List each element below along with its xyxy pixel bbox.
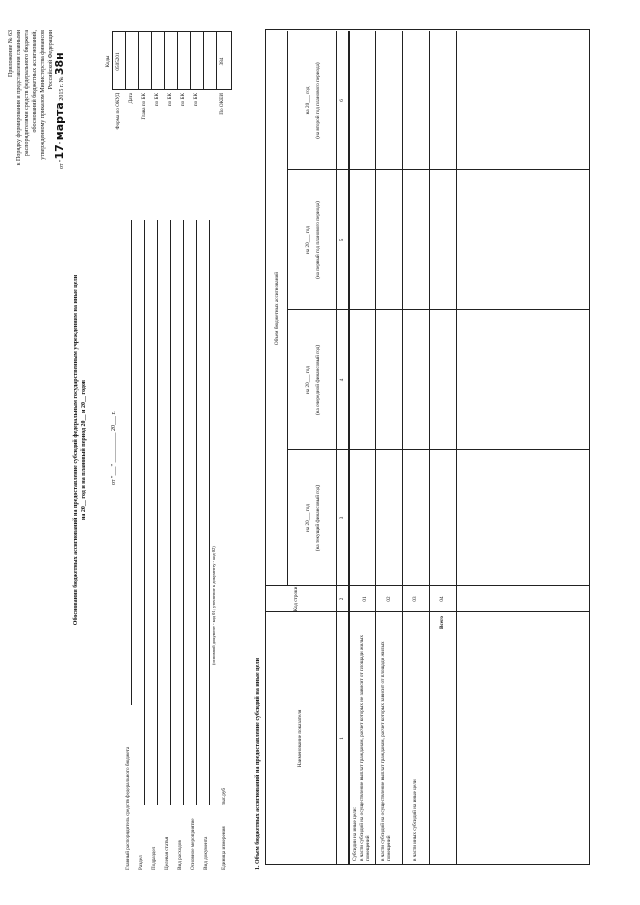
row-code: 04 — [439, 596, 445, 602]
appendix-line: к Порядку формирования и представления главными — [16, 30, 22, 166]
code-label: Дата — [128, 93, 134, 104]
col-number: 5 — [339, 238, 345, 242]
unit-label: Единица измерения — [221, 826, 227, 870]
field-label: Вид расходов — [177, 840, 183, 870]
row-name: в части иных субсидий на иные цели — [412, 779, 418, 861]
row-code: 03 — [412, 596, 418, 602]
period-note: (на текущий финансовый год) — [315, 484, 321, 552]
page-subtitle: на 20__ год и на плановый период 20__ и 20__ годов — [81, 379, 87, 521]
period-note: (на первый год планового периода) — [315, 201, 321, 279]
col-header-code: Код строки — [293, 586, 299, 612]
appendix-date: от "17" марта 2015 г. № 38н — [53, 52, 66, 169]
field-label: Вид документа — [203, 836, 209, 870]
period-note: (на очередной финансовый год) — [315, 344, 321, 416]
period-year: на 20___ год — [305, 226, 311, 254]
appendix-line: Приложение № 63 — [8, 30, 14, 77]
period-note: (на второй год планового периода) — [315, 62, 321, 139]
col-number: 1 — [339, 737, 345, 740]
handwritten-month: марта — [53, 102, 66, 141]
field-line[interactable] — [157, 220, 158, 805]
field-line[interactable] — [183, 220, 184, 805]
handwritten-day: 17 — [53, 144, 66, 160]
code-label: по БК — [193, 93, 199, 107]
field-label: Главный распорядитель средств федерального бюджета — [125, 746, 131, 870]
code-value: 0505201 — [115, 52, 121, 71]
appendix-line: утвержденному приказом Министерства финансов — [40, 30, 46, 160]
row-name: в части субсидий на осуществление выплат гражданам, расчет которых не зависит от площади жилых помещений — [359, 635, 371, 861]
col-number: 3 — [339, 516, 345, 520]
row-name: Субсидии на иные цели: — [352, 807, 358, 861]
period-year: на 20___ год — [305, 366, 311, 394]
period-year: на 20___ год — [305, 86, 311, 115]
code-label: по БК — [167, 93, 173, 107]
code-label: По ОКЕИ — [219, 93, 225, 115]
page-title: Обоснования бюджетных ассигнований на предоставление субсидий федеральным государственным учреждениям на иные цели — [73, 274, 79, 626]
unit-value: тыс.руб — [221, 787, 227, 805]
handwritten-number: 38н — [53, 52, 66, 76]
form-date: от "___" __________ 20___ г. — [111, 411, 117, 485]
doc-hint: (основной документ - код 01; уточнение к документу - код 02) — [211, 546, 216, 665]
group-header: Объем бюджетных ассигнований — [274, 271, 280, 346]
appendix-line: Российской Федерации — [48, 30, 54, 90]
field-label: Основное мероприятие — [190, 818, 196, 870]
field-line[interactable] — [131, 220, 132, 705]
field-line[interactable] — [170, 220, 171, 805]
col-number: 6 — [339, 99, 345, 102]
field-line[interactable] — [144, 220, 145, 805]
field-label: Подраздел — [151, 846, 157, 870]
row-name-total: Всего — [439, 616, 445, 629]
code-label: Глава по БК — [141, 93, 147, 120]
code-label: по БК — [180, 93, 186, 107]
appendix-line: распорядителями средств федерального бюджета — [24, 30, 30, 157]
code-label: Форма по ОКУД — [115, 93, 121, 130]
field-line[interactable] — [209, 220, 210, 805]
row-name: в части субсидий на осуществление выплат гражданам, расчет которых зависит от площади жилых помещений — [380, 641, 392, 861]
codes-header: Коды — [105, 55, 111, 68]
col-header-name: Наименование показателя — [297, 709, 303, 768]
field-label: Раздел — [138, 855, 144, 870]
code-label: по БК — [154, 93, 160, 107]
section-title: 1. Объем бюджетных ассигнований на предоставление субсидий на иные цели — [255, 657, 261, 870]
field-line[interactable] — [196, 220, 197, 805]
row-code: 01 — [362, 596, 368, 602]
row-code: 02 — [386, 596, 392, 602]
appendix-line: обоснований бюджетных ассигнований, — [32, 30, 38, 133]
col-number: 2 — [339, 597, 345, 601]
codes-box — [112, 31, 232, 90]
period-year: на 20___ год — [305, 504, 311, 532]
col-number: 4 — [339, 378, 345, 382]
field-label: Целевая статья — [164, 836, 170, 870]
code-value: 384 — [219, 57, 225, 66]
